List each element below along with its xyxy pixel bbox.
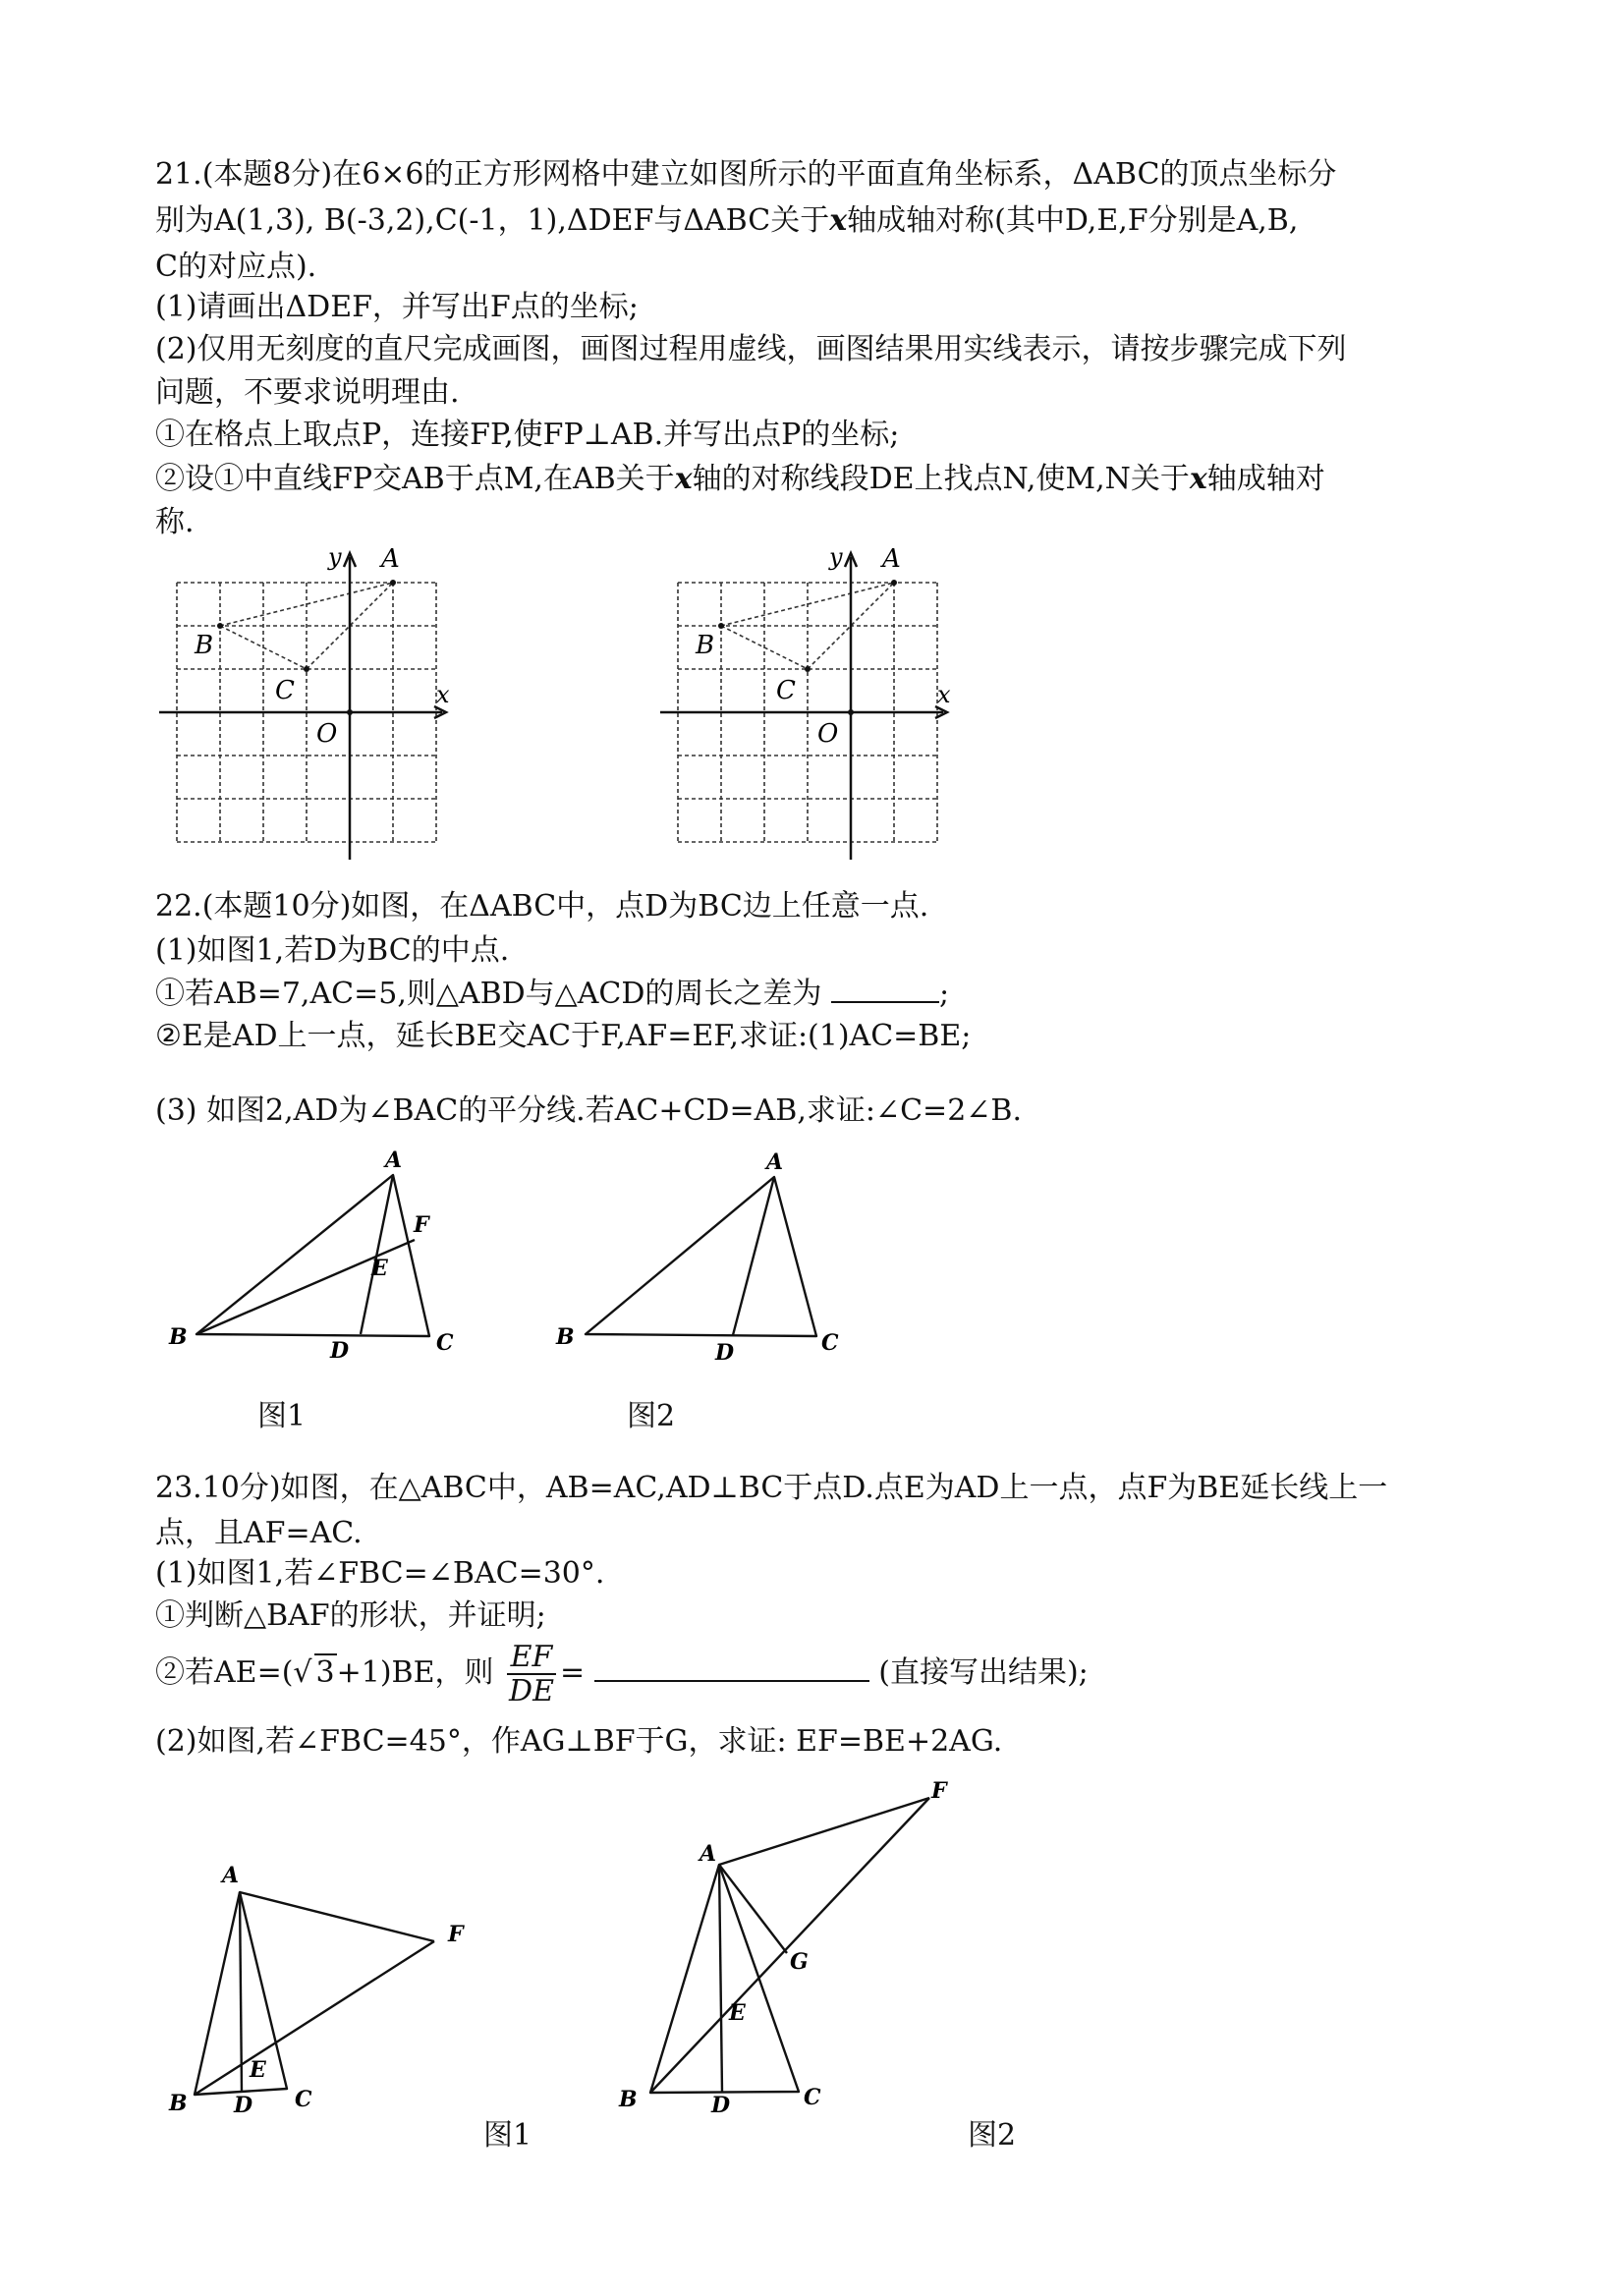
q23-f2-D: D [711,2093,731,2118]
q21-line-2c: 轴成轴对称(其中D,E,F分别是A,B, [847,203,1299,238]
q21-g1-label-C: C [275,676,295,705]
q23-f1-E: E [250,2057,266,2083]
q22-line-1: 22.(本题10分)如图，在ΔABC中，点D为BC边上任意一点. [155,889,929,924]
q23-f2-C: C [804,2085,821,2110]
q22-f1-C: C [436,1330,454,1356]
q21-line-4: (1)请画出ΔDEF，并写出F点的坐标; [155,290,639,324]
q22-line-3 [155,976,949,1012]
q22-figure-1 [157,1148,472,1373]
q23-f2-B: B [619,2087,638,2112]
q21-g1-label-y: y [328,545,342,571]
q21-g2-label-O: O [817,719,839,749]
q23-figure-1-caption: 图1 [483,2118,532,2153]
q22-line-2: (1)如图1,若D为BC的中点. [155,933,510,968]
q21-line-2a: 别为A(1,3), B(-3,2),C(-1，1),ΔDEF与ΔABC关于 [155,203,830,238]
q21-line-8 [155,462,1325,497]
q23-f2-F: F [931,1778,947,1804]
q23-figure-2 [609,1776,963,2120]
q22-figure-2 [548,1148,863,1373]
q23-frac-num: EF [507,1641,556,1675]
q21-line-5: (2)仅用无刻度的直尺完成画图，画图过程用虚线，画图结果用实线表示，请按步骤完成下列 [155,332,1347,366]
q23-line-4: ①判断△BAF的形状，并证明; [155,1598,546,1633]
q21-line-8c: 轴的对称线段DE上找点N,使M,N关于 [692,462,1190,496]
q23-f1-B: B [169,2091,188,2116]
q21-line-7: ①在格点上取点P，连接FP,使FP⊥AB.并写出点P的坐标; [155,418,900,452]
q21-g2-label-B: B [696,631,715,660]
q23-line-5c: (直接写出结果); [878,1655,1089,1690]
q21-line-6: 问题，不要求说明理由. [155,375,460,410]
q23-f2-A: A [700,1841,717,1867]
q22-line-3-end: ; [938,977,950,1011]
q23-line-5: ②若AE=(√ 3+1)BE，则 $\frac{EF}{DE}$ = (直接写出结果); [155,1640,1089,1708]
q22-figure-1-caption: 图1 [257,1399,307,1433]
q21-line-9: 称. [155,505,195,539]
q21-line-8a: ②设①中直线FP交AB于点M,在AB关于 [155,462,675,496]
q21-g1-label-A: A [381,545,400,574]
q21-g2-label-x: x [937,681,951,708]
q21-grid-figure-2 [660,545,955,860]
q22-f2-C: C [821,1330,839,1356]
q22-f1-E: E [371,1256,388,1281]
q22-f2-D: D [715,1340,735,1366]
q23-frac-den: DE [509,1674,554,1708]
q21-line-8e: 轴成轴对 [1206,462,1325,496]
q22-f1-A: A [385,1148,403,1173]
q22-figure-2-caption: 图2 [627,1399,676,1433]
q23-line-5b: +1)BE，则 [336,1655,494,1690]
q22-f1-B: B [169,1324,188,1350]
q23-f1-A: A [222,1863,240,1888]
q23-equals: = [560,1655,586,1690]
q21-x-var-2: x [674,462,693,496]
q22-f2-A: A [766,1149,784,1175]
q21-line-3: C的对应点). [155,250,317,284]
q22-line-5: (3) 如图2,AD为∠BAC的平分线.若AC+CD=AB,求证:∠C=2∠B. [155,1093,1022,1128]
q21-line-1: 21.(本题8分)在6×6的正方形网格中建立如图所示的平面直角坐标系，ΔABC的顶点坐标分 [155,157,1337,192]
q22-f2-B: B [556,1324,575,1350]
q21-g1-label-x: x [436,681,450,708]
q23-f1-D: D [234,2093,253,2118]
q22-f1-F: F [414,1212,429,1238]
q21-g1-label-O: O [316,719,338,749]
q21-g2-label-y: y [829,545,843,571]
q23-sqrt-value: 3 [315,1655,335,1690]
q23-line-1: 23.10分)如图，在△ABC中，AB=AC,AD⊥BC于点D.点E为AD上一点，点F为BE延长线上一 [155,1471,1388,1505]
q22-f1-D: D [330,1338,350,1364]
q21-x-var: x [829,203,848,238]
q23-f1-C: C [295,2087,312,2112]
q23-f2-E: E [729,2000,746,2026]
q23-line-3: (1)如图1,若∠FBC=∠BAC=30°. [155,1556,605,1591]
q21-g2-label-A: A [882,545,901,574]
q22-answer-blank[interactable] [831,976,939,1003]
q22-line-3-text: ①若AB=7,AC=5,则△ABD与△ACD的周长之差为 [155,977,822,1011]
q21-g1-label-B: B [195,631,214,660]
q23-fraction [507,1641,556,1708]
q23-line-5a: ②若AE=( [155,1655,294,1690]
q23-f1-F: F [448,1922,464,1947]
q23-figure-1 [157,1847,481,2132]
q21-g2-label-C: C [776,676,796,705]
q23-figure-2-caption: 图2 [968,2118,1017,2153]
q21-grid-figure-1 [159,545,454,860]
q23-answer-blank[interactable] [594,1654,869,1682]
q21-line-2 [155,203,1298,239]
q22-line-4: ②E是AD上一点，延长BE交AC于F,AF=EF,求证:(1)AC=BE; [155,1019,972,1053]
q21-x-var-3: x [1189,462,1207,496]
q23-f2-G: G [790,1949,809,1975]
q23-line-2: 点，且AF=AC. [155,1516,363,1550]
q23-line-6: (2)如图,若∠FBC=45°，作AG⊥BF于G，求证: EF=BE+2AG. [155,1724,1003,1759]
